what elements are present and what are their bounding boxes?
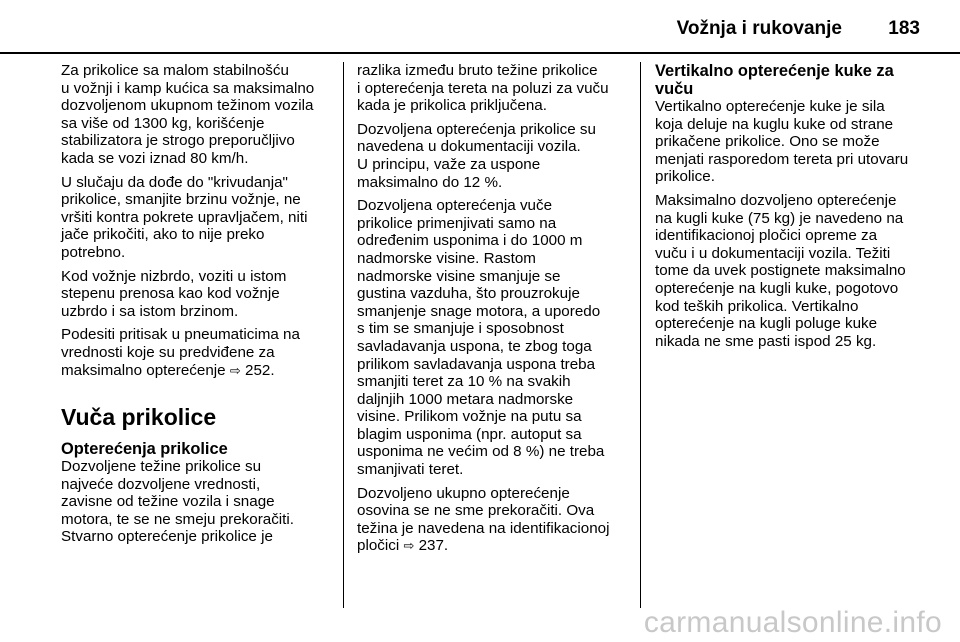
text-line: Dozvoljena opterećenja vuče: [357, 197, 553, 215]
watermark: carmanualsonline.info: [643, 606, 942, 639]
paragraph-difference: [357, 62, 627, 115]
column-2: [357, 62, 627, 561]
text-line: Podesiti pritisak u pneumaticima na: [61, 326, 300, 344]
text-line: smanjenje snage motora, a uporedo: [357, 302, 601, 320]
text-line: kada je prikolica priključena.: [357, 97, 547, 115]
text-line: motora, te se ne smeju prekoračiti.: [61, 510, 294, 528]
page-reference-arrow-icon: ⇨: [229, 362, 241, 378]
paragraph-axle-load: [357, 485, 627, 555]
text-line: smanjivati teret.: [357, 461, 464, 479]
text-line: menjati rasporedom tereta pri utovaru: [655, 150, 909, 168]
text-line: Maksimalno dozvoljeno opterećenje: [655, 191, 897, 209]
text-line: Za prikolice sa malom stabilnošću: [61, 62, 289, 79]
text-line: navedena u dokumentaciji vozila.: [357, 138, 581, 156]
text-line: smanjiti teret za 10 % na svakih: [357, 373, 571, 391]
text-line: kod teških prikolica. Vertikalno: [655, 297, 859, 315]
text-line: nadmorske visine smanjuje se: [357, 267, 561, 285]
text-line: [357, 537, 627, 555]
text-line: na kugli kuke (75 kg) je navedeno na: [655, 209, 904, 227]
text-line: blagim usponima (npr. autoput sa: [357, 425, 582, 443]
header-rule: [0, 52, 960, 54]
text-line: najveće dozvoljene vrednosti,: [61, 475, 261, 493]
page-number: 183: [888, 18, 920, 39]
text-line: uzbrdo i sa istom brzinom.: [61, 302, 239, 320]
column-divider-1: [343, 62, 344, 608]
paragraph-altitude: [357, 197, 627, 479]
text-line: identifikacionoj pločici opreme za: [655, 227, 878, 245]
text-line: maksimalno do 12 %.: [357, 173, 503, 191]
paragraph-stability: [61, 62, 333, 168]
paragraph-allowed-loads: [357, 121, 627, 191]
text-line: Vertikalno opterećenje kuke je sila: [655, 98, 885, 115]
text-line: prilikom savladavanja uspona treba: [357, 355, 596, 373]
text-line: kada se vozi iznad 80 km/h.: [61, 149, 249, 167]
text-line: prikolice.: [655, 168, 715, 186]
heading-line: Vertikalno opterećenje kuke za: [655, 62, 894, 80]
paragraph-trailer-loads: [61, 458, 333, 546]
text-line: nikada ne sme pasti ispod 25 kg.: [655, 332, 877, 350]
text-line: vuču i u dokumentaciji vozila. Težiti: [655, 244, 891, 262]
text-line: Dozvoljeno ukupno opterećenje: [357, 484, 570, 502]
text-line: određenim usponima i do 1000 m: [357, 232, 583, 250]
text-line: Dozvoljene težine prikolice su: [61, 458, 262, 476]
text-line: potrebno.: [61, 243, 126, 261]
text-line: vršiti kontra pokrete upravljačem, niti: [61, 208, 308, 226]
text-line: opterećenje na kugli poluge kuke: [655, 315, 878, 333]
text-line: u vožnji i kamp kućica sa maksimalno: [61, 79, 315, 97]
text-line: zavisne od težine vozila i snage: [61, 493, 275, 511]
heading-trailer-loads: Opterećenja prikolice: [61, 440, 228, 459]
text-line: [61, 362, 333, 380]
text-line: Stvarno opterećenje prikolice je: [61, 528, 273, 546]
text-line: stepenu prenosa kao kod vožnje: [61, 285, 280, 303]
paragraph-snaking: [61, 174, 333, 262]
text-line: koja deluje na kuglu kuke od strane: [655, 115, 894, 133]
heading-vertical-load: [655, 62, 927, 98]
heading-line: vuču: [655, 80, 694, 98]
text-line: visine. Prilikom vožnje na putu sa: [357, 408, 582, 426]
text-line: prikačene prikolice. Ono se može: [655, 133, 880, 151]
text-line: U principu, važe za uspone: [357, 155, 541, 173]
page-reference-link[interactable]: 252.: [245, 361, 275, 379]
text-line: tome da uvek postignete maksimalno: [655, 262, 906, 280]
text-line: i opterećenja tereta na poluzi za vuču: [357, 79, 609, 97]
text-line: gustina vazduha, što prouzrokuje: [357, 285, 580, 303]
text-line: razlika između bruto težine prikolice: [357, 62, 598, 79]
page-header: [0, 0, 960, 56]
text-line: prikolice, smanjite brzinu vožnje, ne: [61, 191, 301, 209]
section-title: Vožnja i rukovanje: [676, 18, 842, 39]
text-fragment: maksimalno opterećenje: [61, 361, 226, 379]
text-line: nadmorske visine. Rastom: [357, 249, 536, 267]
paragraph-max-vertical-load: [655, 192, 927, 350]
text-line: prikolice primenjivati samo na: [357, 214, 557, 232]
text-fragment: pločici: [357, 537, 400, 555]
text-line: vrednosti koje su predviđene za: [61, 343, 275, 361]
paragraph-vertical-load-definition: [655, 98, 927, 186]
text-line: sa više od 1300 kg, korišćenje: [61, 114, 265, 132]
text-line: Dozvoljena opterećenja prikolice su: [357, 120, 596, 138]
column-1: [61, 62, 333, 552]
text-line: osovina se ne sme prekoračiti. Ova: [357, 502, 595, 520]
text-line: opterećenje na kugli kuke, pogotovo: [655, 279, 899, 297]
text-line: Kod vožnje nizbrdo, voziti u istom: [61, 267, 287, 285]
paragraph-downhill: [61, 268, 333, 321]
paragraph-tire-pressure: [61, 326, 333, 379]
text-line: savladavanja uspona, te zbog toga: [357, 337, 592, 355]
heading-towing: Vuča prikolice: [61, 404, 217, 431]
text-line: daljnjih 1000 metara nadmorske: [357, 390, 574, 408]
column-3: [655, 62, 927, 356]
text-line: jače prikočiti, ako to nije preko: [61, 226, 265, 244]
text-line: U slučaju da dođe do "krivudanja": [61, 173, 288, 191]
column-divider-2: [640, 62, 641, 608]
text-line: stabilizatora je strogo preporučljivo: [61, 132, 295, 150]
text-line: usponima ne većim od 8 %) ne treba: [357, 443, 605, 461]
text-line: s tim se smanjuje i sposobnost: [357, 320, 564, 338]
page-reference-arrow-icon: ⇨: [403, 538, 415, 554]
text-line: dozvoljenom ukupnom težinom vozila: [61, 97, 314, 115]
text-line: težina je navedena na identifikacionoj: [357, 519, 610, 537]
page-reference-link[interactable]: 237.: [418, 537, 449, 555]
